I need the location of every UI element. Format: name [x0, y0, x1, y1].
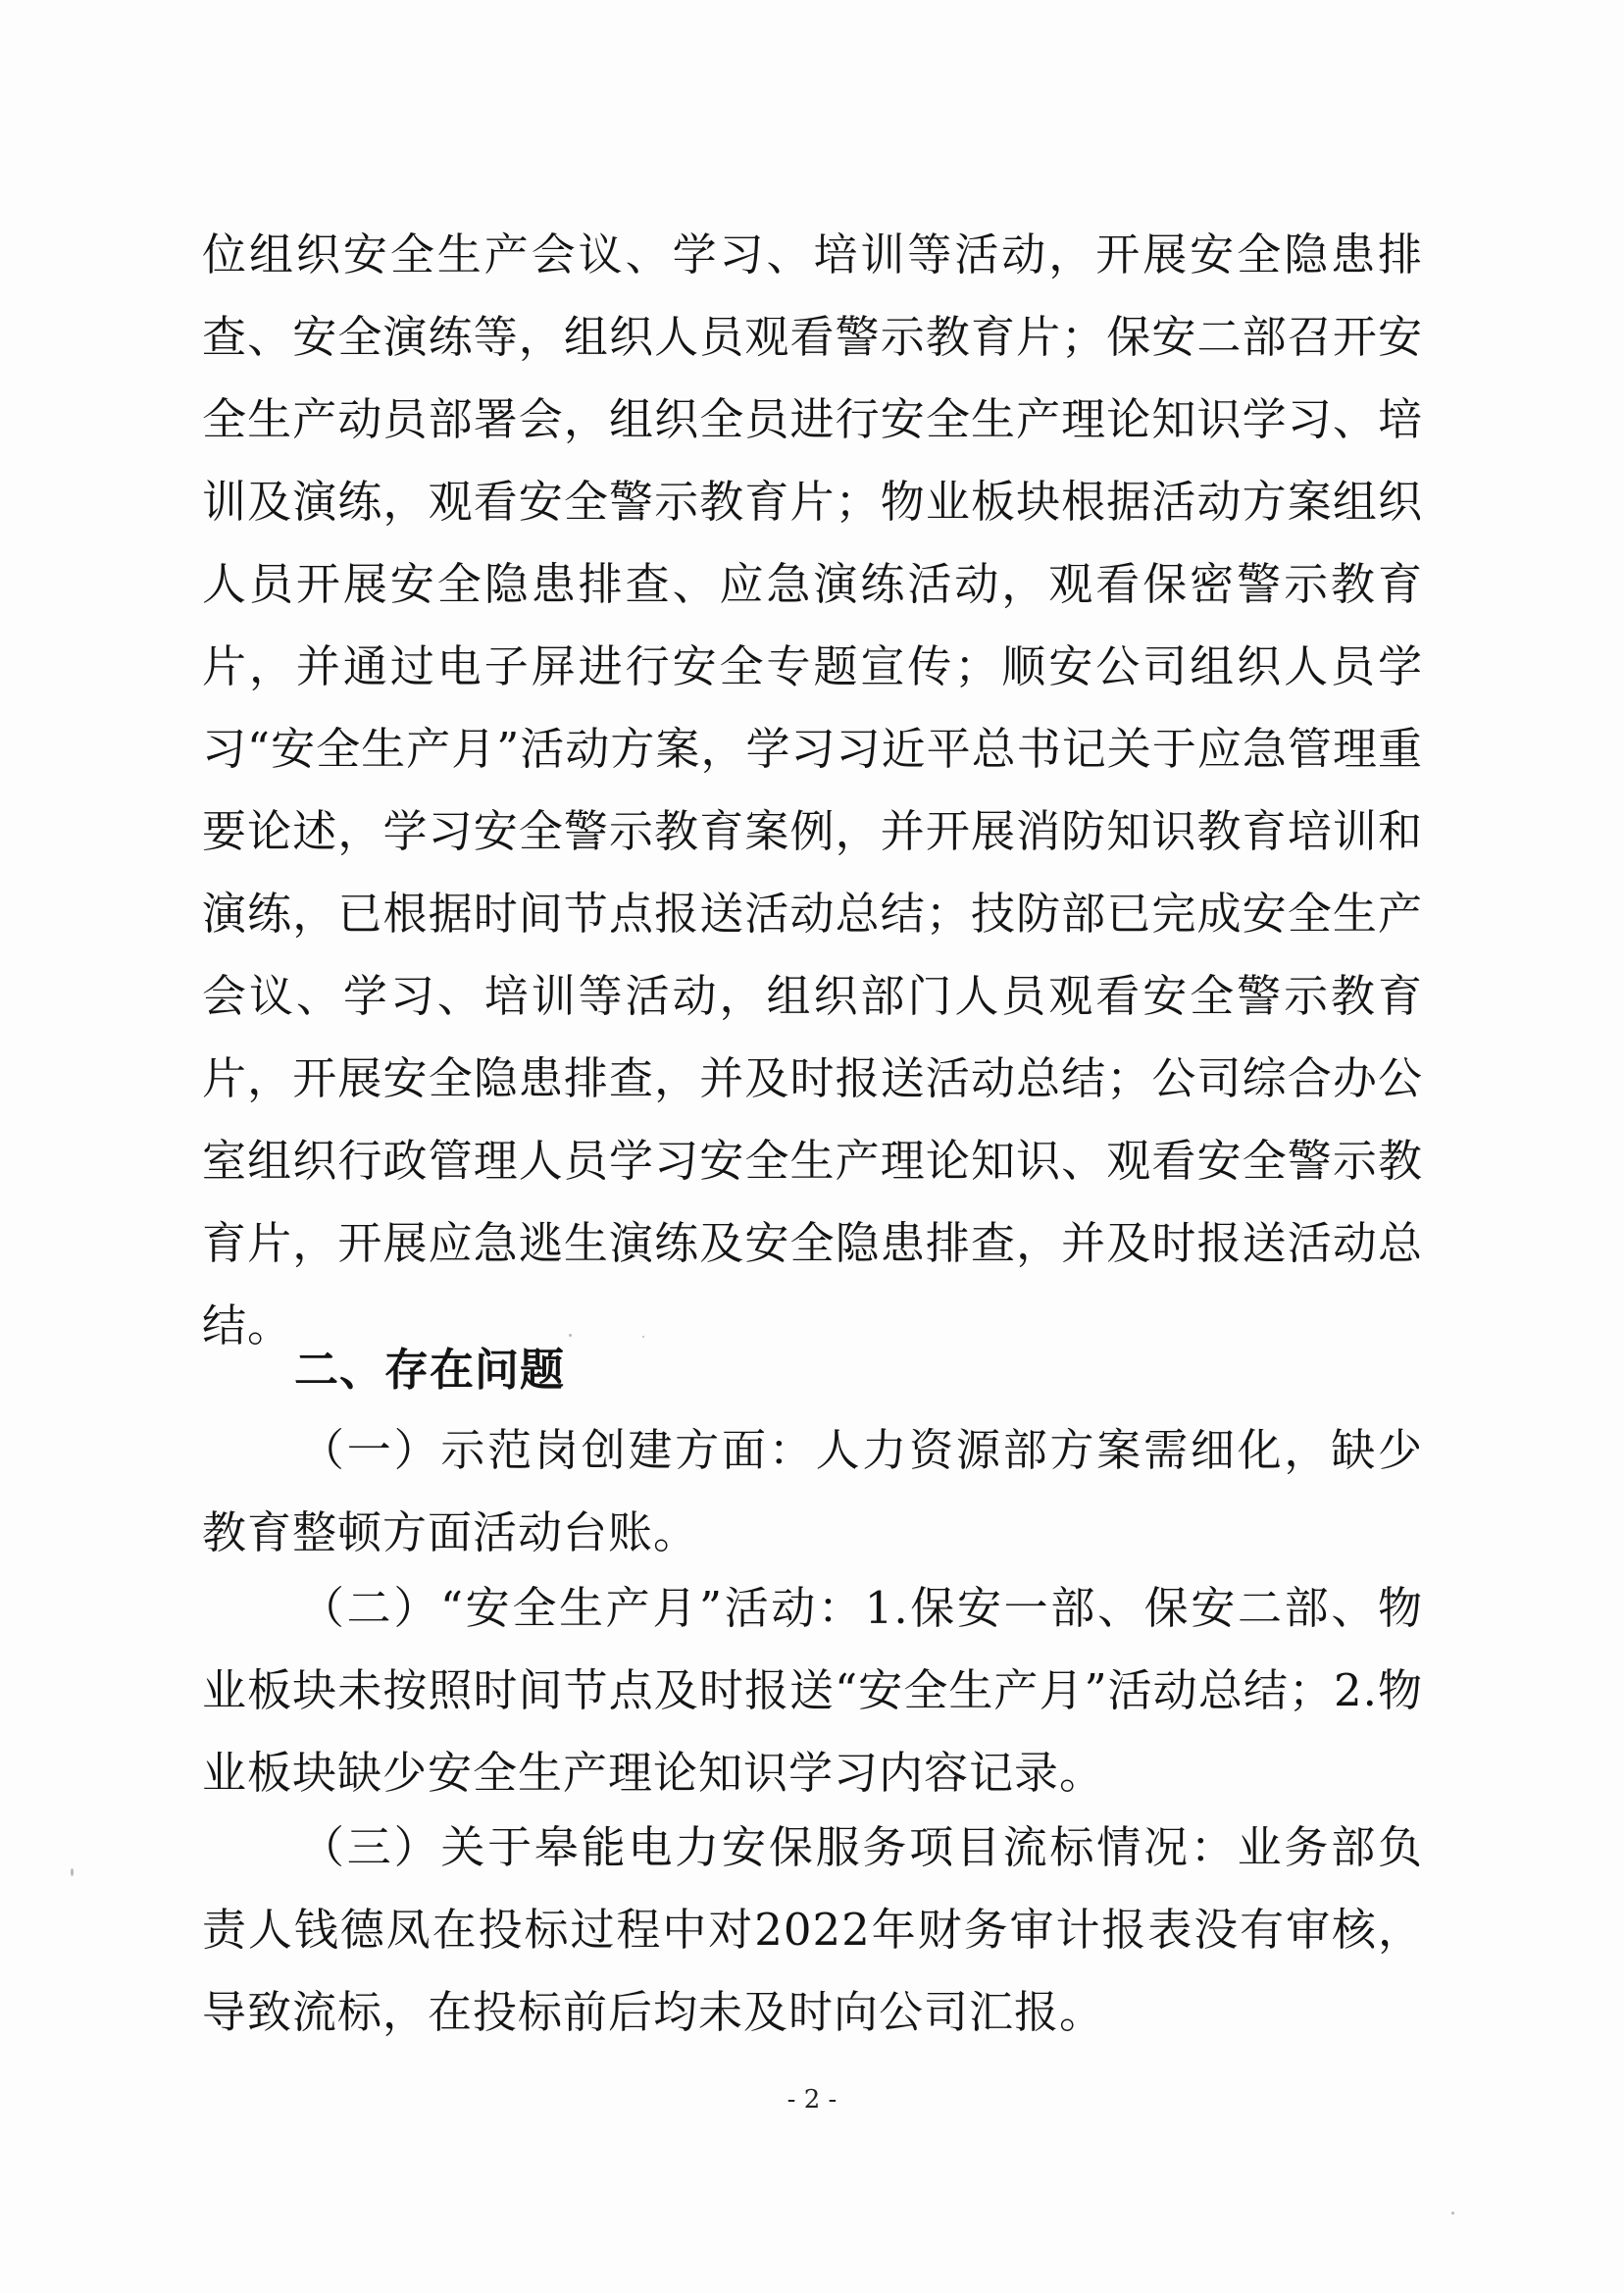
issue-paragraph: （二）“安全生产月”活动：1.保安一部、保安二部、物业板块未按照时间节点及时报送“安全生产月”活动总结；2.物业板块缺少安全生产理论知识学习内容记录。	[202, 1582, 1423, 1799]
issue-paragraph: （三）关于皋能电力安保服务项目流标情况：业务部负责人钱德凤在投标过程中对2022年财务审计报表没有审核，导致流标，在投标前后均未及时向公司汇报。	[202, 1821, 1423, 2038]
issue-paragraph: （一）示范岗创建方面：人力资源部方案需细化，缺少教育整顿方面活动台账。	[202, 1424, 1423, 1558]
page-number: - 2 -	[787, 2085, 837, 2115]
scan-speck	[642, 1336, 644, 1338]
scan-speck	[569, 1334, 572, 1337]
scan-speck	[71, 1868, 74, 1876]
section-heading: 二、存在问题	[294, 1344, 566, 1396]
body-paragraph: 位组织安全生产会议、学习、培训等活动，开展安全隐患排查、安全演练等，组织人员观看警示教育片；保安二部召开安全生产动员部署会，组织全员进行安全生产理论知识学习、培训及演练，观看安全警示教育片；物业板块根据活动方案组织人员开展安全隐患排查、应急演练活动，观看保密警示教育片，并通过电子屏进行安全专题宣传；顺安公司组织人员学习“安全生产月”活动方案，学习习近平总书记关于应急管理重要论述，学习安全警示教育案例，并开展消防知识教育培训和演练，已根据时间节点报送活动总结；技防部已完成安全生产会议、学习、培训等活动，组织部门人员观看安全警示教育片，开展安全隐患排查，并及时报送活动总结；公司综合办公室组织行政管理人员学习安全生产理论知识、观看安全警示教育片，开展应急逃生演练及安全隐患排查，并及时报送活动总结。	[202, 229, 1423, 1351]
scan-speck	[1451, 2212, 1454, 2215]
